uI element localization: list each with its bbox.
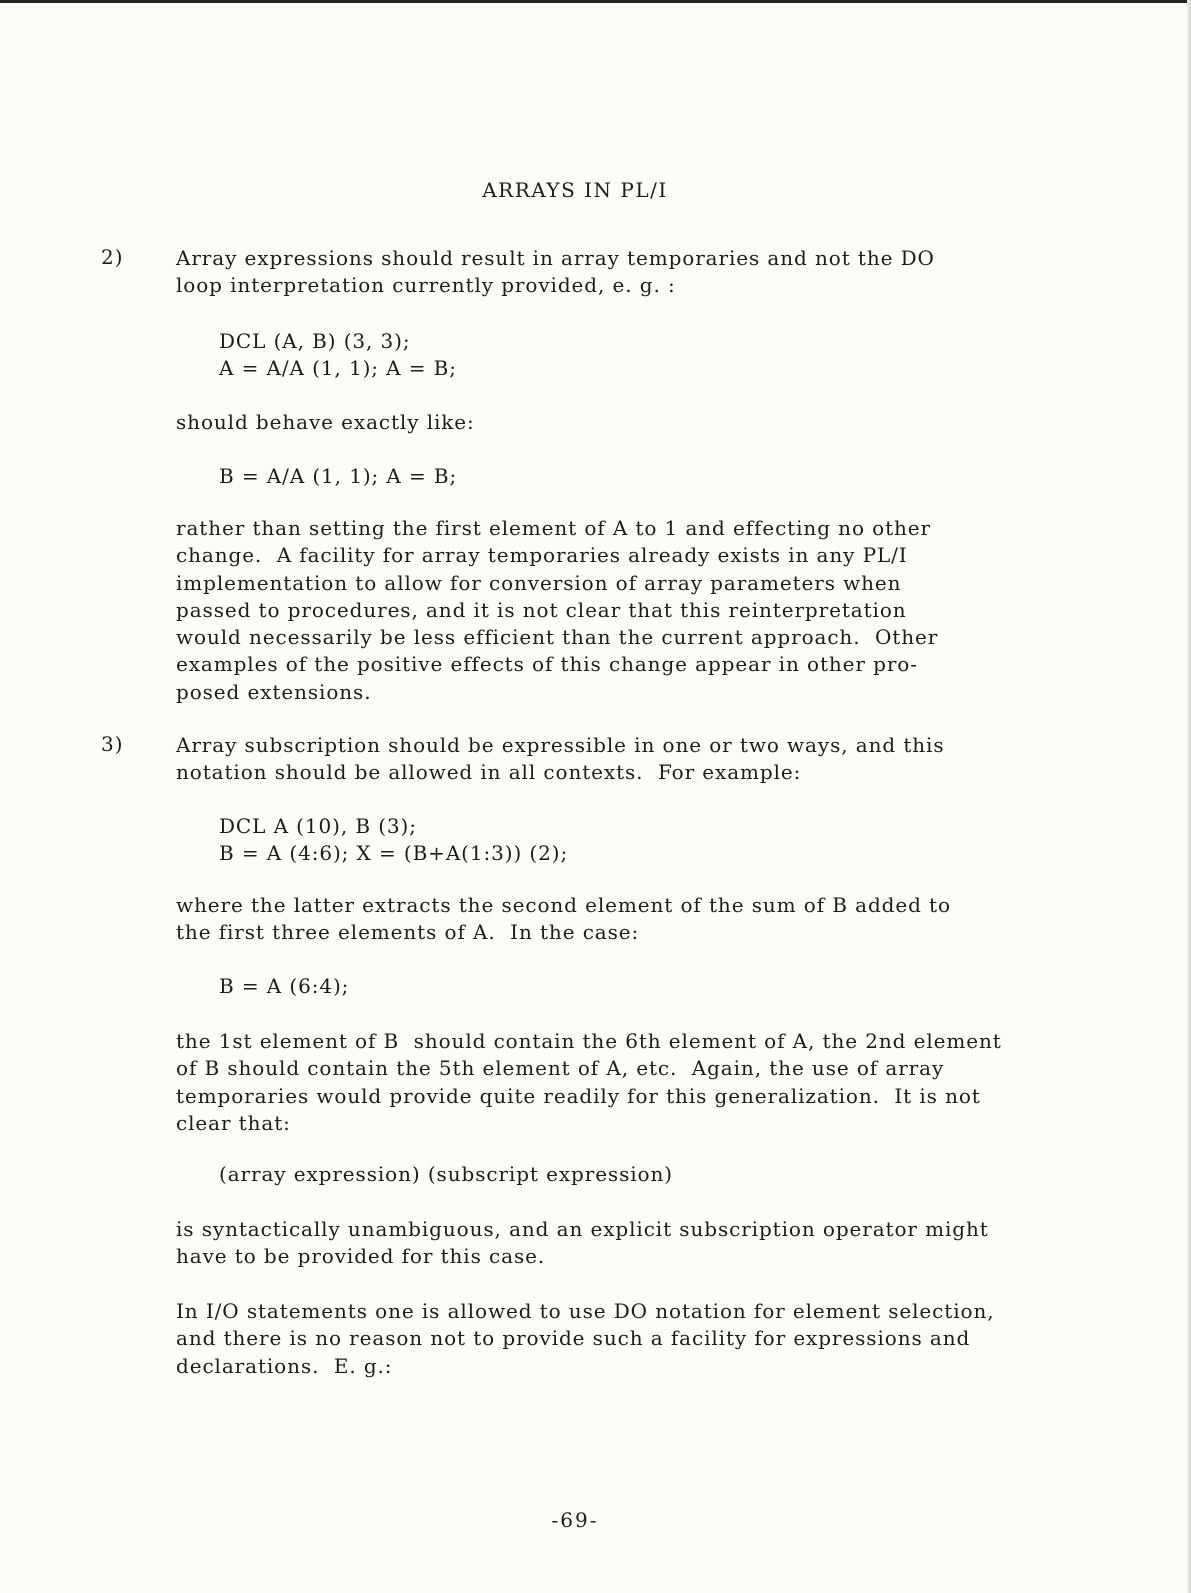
item-2-code-equivalent: B = A/A (1, 1); A = B;: [219, 464, 458, 488]
item-3-intro: Array subscription should be expressible in one or two ways, and this notation should be allowed in all contexts. For example:: [176, 733, 945, 785]
item-number-3: 3): [101, 732, 124, 756]
item-3-ambiguity-note: is syntactically unambiguous, and an explicit subscription operator might have to be provided for this case.: [176, 1217, 989, 1269]
item-2-intro: Array expressions should result in array temporaries and not the DO loop interpretation currently provided, e. g. :: [176, 246, 935, 298]
item-3-code-example: DCL A (10), B (3); B = A (4:6); X = (B+A(1:3)) (2);: [219, 814, 569, 866]
page-title: ARRAYS IN PL/I: [482, 178, 668, 202]
right-edge-shadow: [1187, 0, 1191, 1593]
top-edge-rule: [0, 0, 1191, 3]
page-number: -69-: [551, 1508, 599, 1532]
item-number-2: 2): [101, 245, 124, 269]
item-3-code-syntax: (array expression) (subscript expression): [219, 1162, 673, 1186]
item-2-transition: should behave exactly like:: [176, 410, 475, 434]
item-3-reverse-explanation: the 1st element of B should contain the 6th element of A, the 2nd element of B should contain the 5th element of A, etc. Again, the use of array temporaries would provide quite readily for this generalization. It is not clear that:: [176, 1029, 1002, 1135]
item-2-explanation: rather than setting the first element of A to 1 and effecting no other change. A facility for array temporaries already exists in any PL/I implementation to allow for conversion of array parameters when passed to procedures, and it is not clear that this reinterpretation would necessarily be less efficient than the current approach. Other examples of the positive effects of this change appear in other pro- posed extensions.: [176, 516, 939, 704]
item-3-io-note: In I/O statements one is allowed to use DO notation for element selection, and there is no reason not to provide such a facility for expressions and declarations. E. g.:: [176, 1299, 995, 1378]
item-3-explanation: where the latter extracts the second element of the sum of B added to the first three elements of A. In the case:: [176, 893, 951, 945]
item-3-code-reverse: B = A (6:4);: [219, 974, 350, 998]
item-2-code-example: DCL (A, B) (3, 3); A = A/A (1, 1); A = B;: [219, 329, 457, 381]
